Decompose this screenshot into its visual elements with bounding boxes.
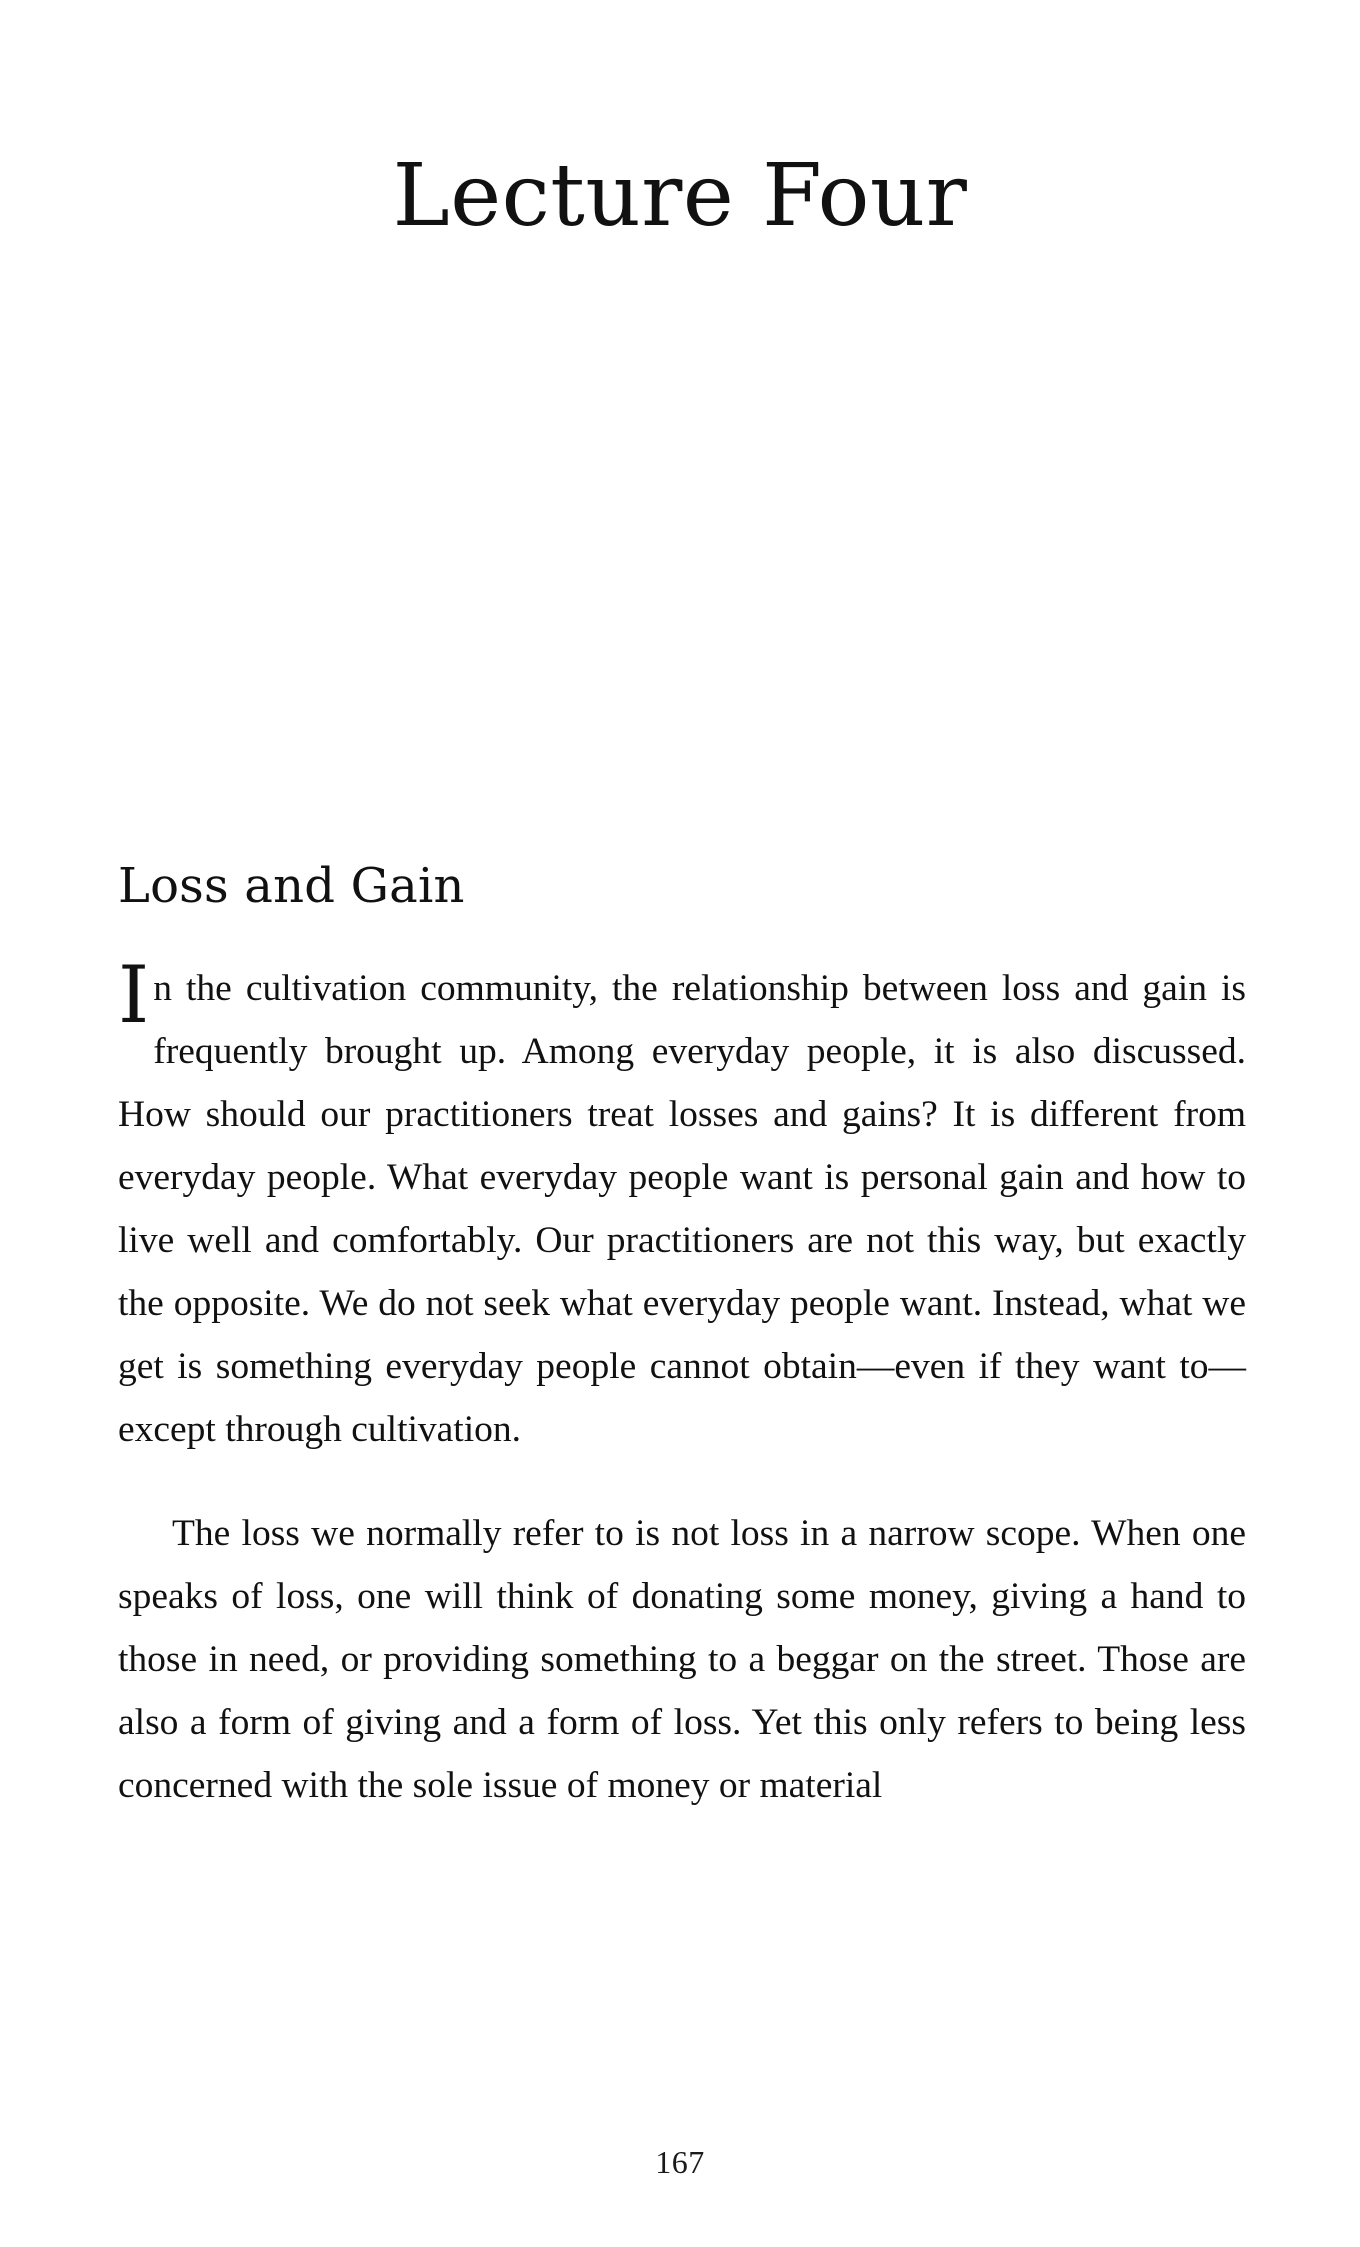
page-content bbox=[118, 860, 1246, 1817]
drop-cap: I bbox=[118, 948, 150, 1041]
paragraph-1 bbox=[118, 948, 1246, 1461]
page-number: 167 bbox=[655, 2144, 705, 2180]
paragraph-1-text: n the cultivation community, the relationship between loss and gain is frequently brought up. Among everyday people, it is also discussed. How should our practitioners treat losses and gains? It is different from everyday people. What everyday people want is personal gain and how to live well and comfortably. Our practitioners are not this way, but exactly the opposite. We do not seek what everyday people want. Instead, what we get is something everyday people cannot obtain—even if they want to—except through cultivation. bbox=[118, 967, 1246, 1450]
paragraph-2: The loss we normally refer to is not loss in a narrow scope. When one speaks of loss, one will think of donating some money, giving a hand to those in need, or providing something to a beggar on the street. Those are also a form of giving and a form of loss. Yet this only refers to being less concerned with the sole issue of money or material bbox=[118, 1512, 1246, 1806]
chapter-title: Lecture Four bbox=[392, 145, 968, 246]
section-heading: Loss and Gain bbox=[118, 858, 465, 914]
